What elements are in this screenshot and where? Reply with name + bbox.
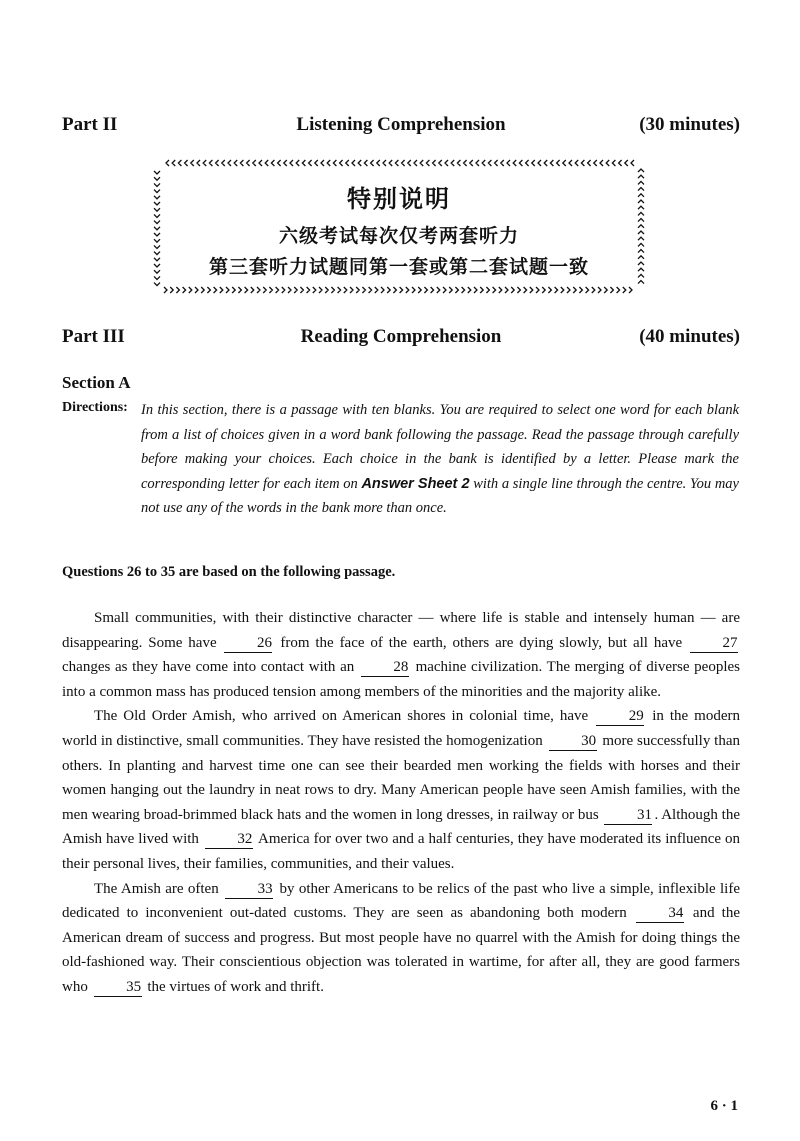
notice-line-1: 六级考试每次仅考两套听力	[278, 225, 519, 247]
part3-header	[62, 326, 740, 354]
passage-text: America for over two and a half centuries, they have moderated its influence on their personal lives, their families, communities, and their values.	[62, 831, 740, 872]
directions-text	[141, 398, 739, 521]
part2-title: Listening Comprehension	[296, 114, 506, 135]
blank-33: 33	[225, 881, 273, 899]
blank-32: 32	[205, 831, 253, 849]
part3-title: Reading Comprehension	[300, 326, 502, 347]
blank-35: 35	[94, 979, 142, 997]
directions-text-after: with a single line through the centre. You may not use any of the words in the bank more than once.	[141, 475, 739, 517]
passage-text: by other Americans to be relics of the past who live a simple, inflexible life dedicated to inconvenient out-dated customs. They are seen as abandoning both modern	[62, 880, 740, 922]
passage-text: machine civilization. The merging of diverse peoples into a common mass has produced tension among members of the minorities and the majority alike.	[62, 659, 741, 700]
part2-duration: (30 minutes)	[639, 114, 740, 135]
reading-passage	[62, 606, 740, 1000]
passage-text: Small communities, with their distinctive character — where life is stable and intensely human — are disappearing. Some have	[62, 610, 740, 651]
blank-30: 30	[549, 733, 597, 751]
passage-text: . Although the Amish have lived with	[62, 806, 740, 848]
section-heading: Section A	[62, 373, 131, 392]
blank-28: 28	[361, 659, 409, 677]
notice-line-2: 第三套听力试题同第一套或第二套试题一致	[208, 256, 589, 278]
special-notice-box	[152, 157, 646, 296]
part3-label: Part III	[62, 326, 125, 347]
passage-paragraph-2	[62, 704, 740, 876]
part2-label: Part II	[62, 114, 118, 135]
passage-text: changes as they have come into contact with an	[62, 659, 359, 676]
passage-text: the virtues of work and thrift.	[143, 978, 324, 995]
blank-27: 27	[690, 635, 738, 653]
directions-text-before: In this section, there is a passage with ten blanks. You are required to select one word for each blank from a list of choices given in a word bank following the passage. Read the passage through carefully before making your choices. Each choice in the bank is identified by a letter. Please mark the corresponding letter for each item on	[141, 402, 739, 492]
part3-duration: (40 minutes)	[639, 326, 740, 347]
notice-title: 特别说明	[347, 185, 451, 213]
blank-34: 34	[636, 905, 684, 923]
passage-text: in the modern world in distinctive, small communities. They have resisted the homogenization	[62, 708, 740, 749]
passage-text: and the American dream of success and progress. But most people have no quarrel with the Amish for doing things the old-fashioned way. Their conscientious objection was tolerated in wartime, for after all, they are good farmers who	[62, 905, 741, 995]
passage-text: The Amish are often	[94, 880, 224, 897]
questions-heading: Questions 26 to 35 are based on the following passage.	[62, 564, 396, 580]
passage-paragraph-1	[62, 606, 740, 704]
directions-label: Directions:	[62, 400, 128, 415]
answer-sheet-name: Answer Sheet 2	[361, 475, 470, 492]
passage-text: from the face of the earth, others are dying slowly, but all have	[274, 634, 688, 651]
blank-31: 31	[604, 807, 652, 825]
blank-26: 26	[224, 635, 272, 653]
blank-29: 29	[596, 708, 644, 726]
page-number: 6 · 1	[710, 1098, 738, 1114]
part2-header	[62, 114, 740, 142]
passage-paragraph-3	[62, 877, 740, 1000]
passage-text: The Old Order Amish, who arrived on American shores in colonial time, have	[94, 708, 595, 725]
passage-text: more successfully than others. In planting and harvest time one can see their bearded men working the fields with horses and their women hanging out the laundry in neat rows to dry. Many American people have seen Amish families, with the men wearing broad-brimmed black hats and the women in long dresses, in railway or bus	[62, 732, 741, 823]
